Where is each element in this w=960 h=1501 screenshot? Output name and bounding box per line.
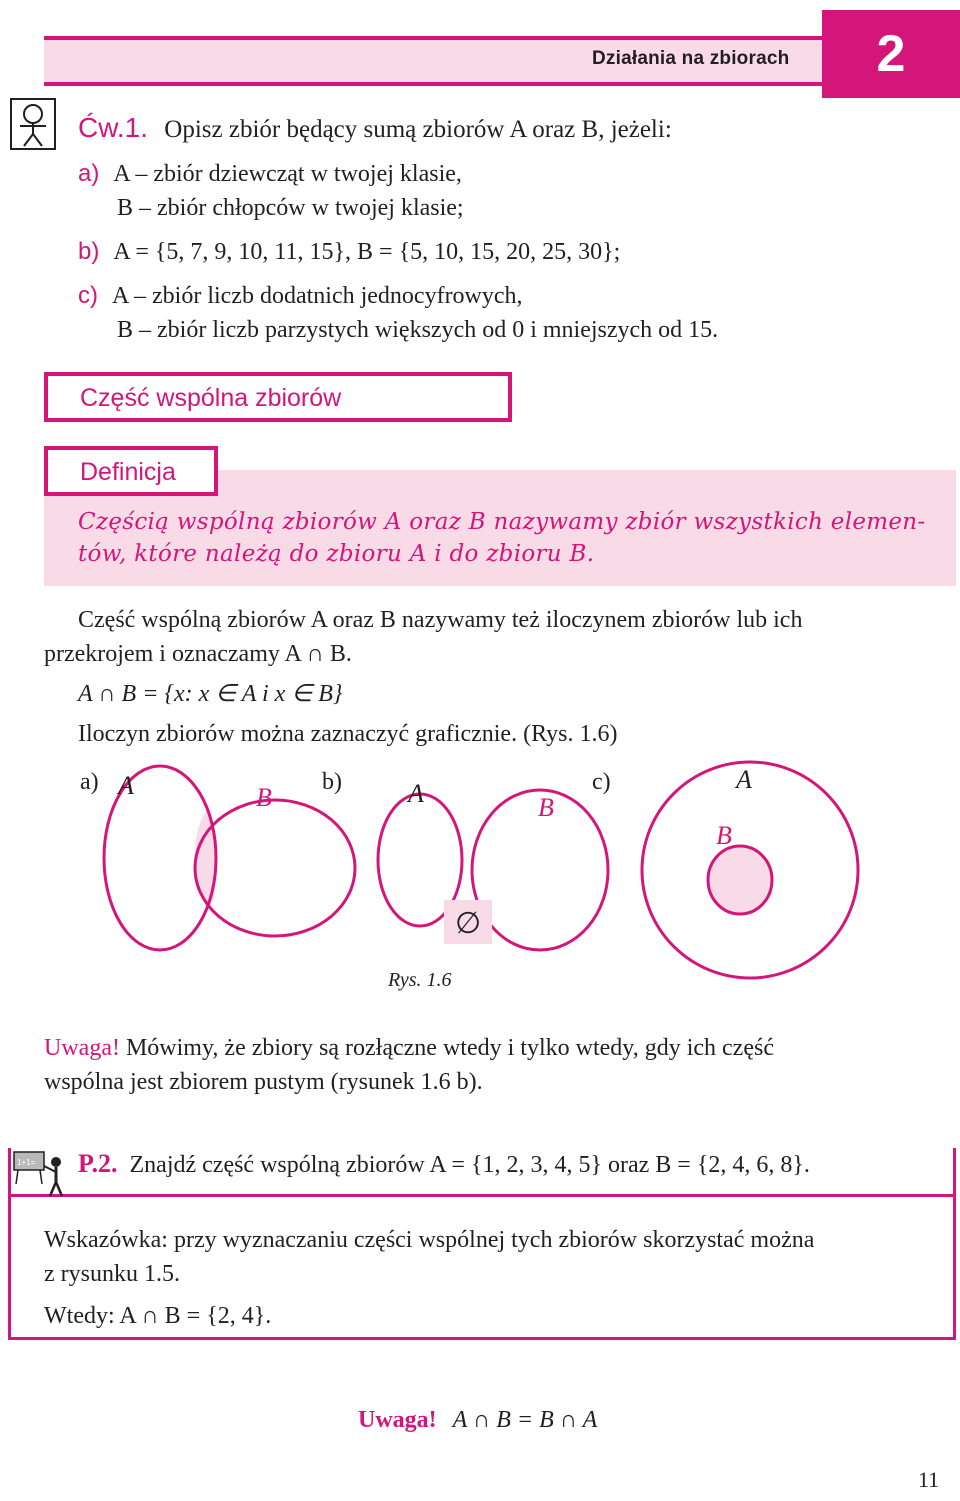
venn-c <box>642 762 858 978</box>
header-bar-top-line <box>44 36 822 40</box>
fig-c-label: c) <box>592 769 611 795</box>
ex1-a-label: a) <box>78 160 100 187</box>
note1-line2: wspólna jest zbiorem pustym (rysunek 1.6 b). <box>44 1069 483 1095</box>
section-title-box <box>44 372 512 422</box>
definition-line1: Częścią wspólną zbiorów A oraz B nazywamy zbiór wszystkich elemen- <box>78 509 926 535</box>
venn-b <box>378 790 608 950</box>
ex1-b1: A = {5, 7, 9, 10, 11, 15}, B = {5, 10, 15, 20, 25, 30}; <box>113 239 621 265</box>
header-title: Działania na zbiorach <box>592 48 790 69</box>
fig-a-set-a: A <box>118 771 134 800</box>
ex1-a-line2: B – zbiór chłopców w twojej klasie; <box>117 195 464 221</box>
teacher-board-text: 1+1= <box>17 1158 36 1167</box>
ex1-label: Ćw.1. <box>78 112 149 143</box>
fig-c-set-a: A <box>736 765 752 794</box>
note2-line <box>358 1406 597 1434</box>
ex1-c1: A – zbiór liczb dodatnich jednocyfrowych, <box>112 283 523 309</box>
ex1-c-label: c) <box>78 282 98 309</box>
ex1-a1: A – zbiór dziewcząt w twojej klasie, <box>113 161 462 187</box>
ex1-b-label: b) <box>78 238 100 265</box>
empty-set-symbol: ∅ <box>455 907 482 940</box>
note2-formula: A ∩ B = B ∩ A <box>452 1407 598 1433</box>
p2-answer: Wtedy: A ∩ B = {2, 4}. <box>44 1303 272 1329</box>
p2-hint-line1: Wskazówka: przy wyznaczaniu części wspólnej tych zbiorów skorzystać można <box>44 1227 815 1253</box>
section-title: Część wspólna zbiorów <box>80 384 342 412</box>
venn-figure <box>70 760 900 1000</box>
body-p1-line1: Część wspólną zbiorów A oraz B nazywamy też iloczynem zbiorów lub ich <box>78 607 803 633</box>
p2-label: P.2. <box>78 1149 118 1178</box>
body-formula: A ∩ B = {x: x ∈ A i x ∈ B} <box>78 681 343 707</box>
fig-b-set-b: B <box>538 793 554 822</box>
chapter-number: 2 <box>822 10 960 98</box>
ex1-text: Opisz zbiór będący sumą zbiorów A oraz B, jeżeli: <box>164 116 672 143</box>
definition-head-box <box>44 446 218 496</box>
ex1-line <box>78 114 672 144</box>
fig-a-label: a) <box>80 769 99 795</box>
fig-c-set-b: B <box>716 821 732 850</box>
note1-text: Mówimy, że zbiory są rozłączne wtedy i tylko wtedy, gdy ich część <box>125 1035 774 1061</box>
definition-head: Definicja <box>80 458 176 486</box>
stick-figure-icon <box>10 98 56 150</box>
figure-caption: Rys. 1.6 <box>388 969 452 991</box>
ex1-c-line2: B – zbiór liczb parzystych większych od 0 i mniejszych od 15. <box>117 317 719 343</box>
p2-top-line <box>8 1194 956 1197</box>
ex1-c-line1 <box>78 282 523 310</box>
note1-line1 <box>44 1034 774 1062</box>
teacher-board-icon <box>12 1150 66 1200</box>
venn-a <box>104 766 355 950</box>
note1-label: Uwaga! <box>44 1035 120 1061</box>
p2-line <box>78 1150 810 1179</box>
fig-b-label: b) <box>322 769 342 795</box>
fig-a-set-b: B <box>256 783 272 812</box>
definition-line2: tów, które należą do zbioru A i do zbioru B. <box>78 541 595 567</box>
p2-text: Znajdź część wspólną zbiorów A = {1, 2, 3, 4, 5} oraz B = {2, 4, 6, 8}. <box>129 1152 810 1178</box>
note2-label: Uwaga! <box>358 1407 437 1433</box>
body-p2: Iloczyn zbiorów można zaznaczyć graficznie. (Rys. 1.6) <box>78 721 618 747</box>
page-number: 11 <box>918 1467 940 1492</box>
ex1-a-line1 <box>78 160 462 188</box>
fig-b-set-a: A <box>408 779 424 808</box>
body-p1-line2: przekrojem i oznaczamy A ∩ B. <box>44 641 352 667</box>
header-bar-bottom-line <box>44 82 822 86</box>
p2-hint-line2: z rysunku 1.5. <box>44 1261 180 1287</box>
ex1-b-line <box>78 238 620 266</box>
